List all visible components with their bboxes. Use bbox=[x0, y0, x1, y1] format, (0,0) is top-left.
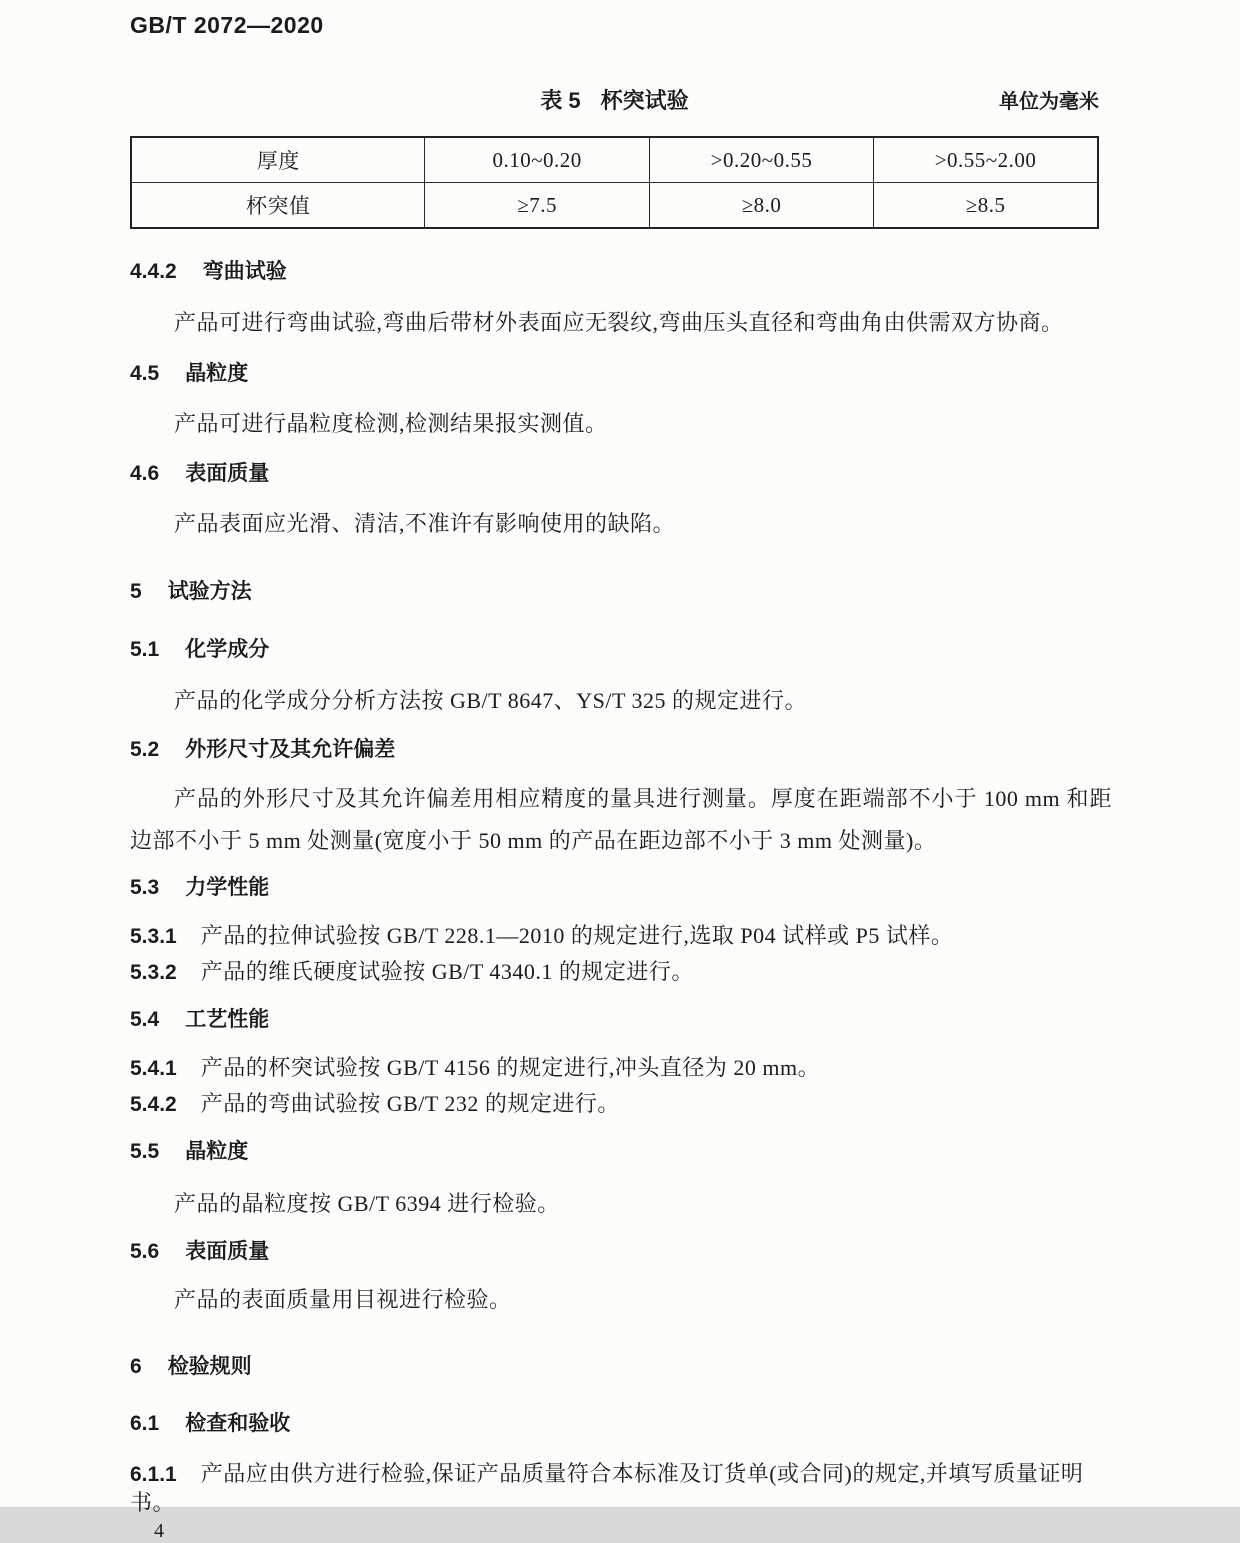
table-caption-row bbox=[130, 88, 1099, 117]
clause-text: 产品的弯曲试验按 GB/T 232 的规定进行。 bbox=[200, 1091, 620, 1116]
table-cell: >0.55~2.00 bbox=[874, 137, 1098, 183]
clause-number: 6.1.1 bbox=[130, 1463, 177, 1486]
section-title: 力学性能 bbox=[185, 876, 270, 899]
chapter-heading-5 bbox=[130, 578, 1112, 606]
table-cell: 0.10~0.20 bbox=[425, 137, 649, 183]
section-heading-5-1 bbox=[130, 636, 1112, 664]
section-number: 4.6 bbox=[130, 462, 160, 485]
table-cell: ≥8.0 bbox=[649, 183, 873, 229]
clause-text: 产品的杯突试验按 GB/T 4156 的规定进行,冲头直径为 20 mm。 bbox=[200, 1055, 821, 1080]
table-cell: >0.20~0.55 bbox=[649, 137, 873, 183]
section-title: 工艺性能 bbox=[185, 1008, 270, 1031]
section-number: 6 bbox=[130, 1355, 142, 1378]
section-heading-5-2 bbox=[130, 736, 1112, 764]
section-heading-5-6 bbox=[130, 1238, 1112, 1266]
clause-number: 5.4.2 bbox=[130, 1093, 177, 1116]
section-number: 5.2 bbox=[130, 738, 160, 761]
table-cell: ≥7.5 bbox=[425, 183, 649, 229]
section-title: 表面质量 bbox=[185, 462, 270, 485]
section-number: 4.5 bbox=[130, 362, 160, 385]
section-number: 5.5 bbox=[130, 1140, 160, 1163]
row-label: 杯突值 bbox=[131, 183, 425, 229]
paragraph: 产品的表面质量用目视进行检验。 bbox=[174, 1287, 512, 1312]
section-title: 晶粒度 bbox=[185, 362, 249, 385]
clause-text: 产品的拉伸试验按 GB/T 228.1—2010 的规定进行,选取 P04 试样或 P5 试样。 bbox=[200, 923, 954, 948]
table-row bbox=[131, 137, 1098, 183]
section-title: 晶粒度 bbox=[185, 1140, 249, 1163]
section-number: 5 bbox=[130, 580, 142, 603]
section-number: 5.6 bbox=[130, 1240, 160, 1263]
section-title: 表面质量 bbox=[185, 1240, 270, 1263]
section-number: 5.1 bbox=[130, 638, 160, 661]
section-title: 检验规则 bbox=[167, 1355, 252, 1378]
section-heading-4-5 bbox=[130, 360, 1112, 388]
paragraph: 产品的化学成分分析方法按 GB/T 8647、YS/T 325 的规定进行。 bbox=[174, 688, 807, 713]
row-label: 厚度 bbox=[131, 137, 425, 183]
section-heading-5-4 bbox=[130, 1006, 1112, 1034]
unit-note: 单位为毫米 bbox=[999, 91, 1099, 113]
clause-text: 产品的维氏硬度试验按 GB/T 4340.1 的规定进行。 bbox=[200, 959, 694, 984]
clause bbox=[130, 1460, 1112, 1517]
section-title: 化学成分 bbox=[185, 638, 270, 661]
clause-text: 产品应由供方进行检验,保证产品质量符合本标准及订货单(或合同)的规定,并填写质量证明书。 bbox=[130, 1461, 1084, 1515]
clause bbox=[130, 1090, 1112, 1119]
clause bbox=[130, 958, 1112, 987]
clause-number: 5.3.1 bbox=[130, 925, 177, 948]
paragraph: 产品表面应光滑、清洁,不准许有影响使用的缺陷。 bbox=[174, 511, 676, 536]
section-number: 5.3 bbox=[130, 876, 160, 899]
doc-number: GB/T 2072—2020 bbox=[130, 12, 324, 38]
table-cell: ≥8.5 bbox=[874, 183, 1098, 229]
paragraph: 产品可进行弯曲试验,弯曲后带材外表面应无裂纹,弯曲压头直径和弯曲角由供需双方协商。 bbox=[174, 310, 1064, 335]
clause-number: 5.4.1 bbox=[130, 1057, 177, 1080]
section-number: 6.1 bbox=[130, 1412, 160, 1435]
clause bbox=[130, 1054, 1112, 1083]
page-number: 4 bbox=[154, 1520, 164, 1542]
section-number: 4.4.2 bbox=[130, 260, 177, 283]
section-title: 检查和验收 bbox=[185, 1412, 291, 1435]
section-heading-4-4-2 bbox=[130, 258, 1112, 286]
section-heading-6-1 bbox=[130, 1410, 1112, 1438]
section-title: 弯曲试验 bbox=[202, 260, 287, 283]
table-caption bbox=[540, 88, 688, 113]
table-caption-title: 杯突试验 bbox=[600, 88, 689, 113]
paragraph: 产品的晶粒度按 GB/T 6394 进行检验。 bbox=[174, 1191, 560, 1216]
table-row bbox=[131, 183, 1098, 229]
section-heading-4-6 bbox=[130, 460, 1112, 488]
paragraph: 产品的外形尺寸及其允许偏差用相应精度的量具进行测量。厚度在距端部不小于 100 mm 和距边部不小于 5 mm 处测量(宽度小于 50 mm 的产品在距边部不小于 3 mm 处测量)。 bbox=[130, 786, 1112, 853]
section-heading-5-3 bbox=[130, 874, 1112, 902]
section-title: 外形尺寸及其允许偏差 bbox=[185, 738, 396, 761]
section-number: 5.4 bbox=[130, 1008, 160, 1031]
section-title: 试验方法 bbox=[167, 580, 252, 603]
clause-number: 5.3.2 bbox=[130, 961, 177, 984]
chapter-heading-6 bbox=[130, 1353, 1112, 1381]
paragraph: 产品可进行晶粒度检测,检测结果报实测值。 bbox=[174, 411, 608, 436]
section-heading-5-5 bbox=[130, 1138, 1112, 1166]
clause bbox=[130, 922, 1112, 951]
table-caption-label: 表 5 bbox=[540, 88, 581, 113]
cupping-test-table bbox=[130, 136, 1099, 229]
